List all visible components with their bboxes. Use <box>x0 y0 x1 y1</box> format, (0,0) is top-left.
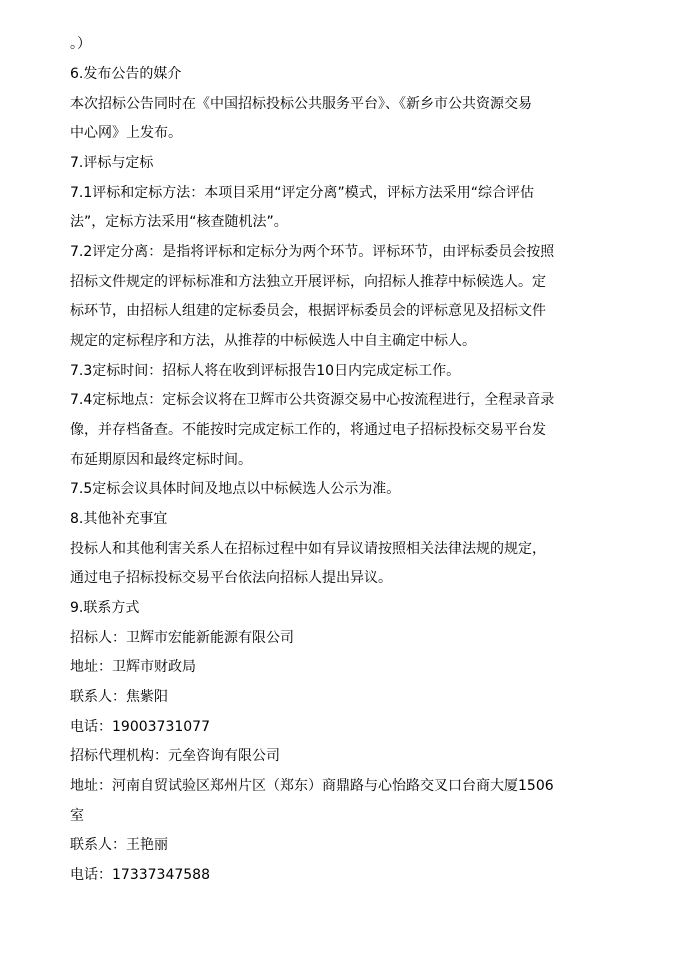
text-line: 通过电子招标投标交易平台依法向招标人提出异议。 <box>70 570 392 586</box>
text-line: 布延期原因和最终定标时间。 <box>70 452 252 468</box>
contact-tenderer: 招标人：卫辉市宏能新能源有限公司 <box>70 630 294 646</box>
text-line: 中心网》上发布。 <box>70 125 182 141</box>
text-line: 招标文件规定的评标标准和方法独立开展评标，向招标人推荐中标候选人。定 <box>70 274 546 290</box>
text-line: 7.3定标时间：招标人将在收到评标报告10日内完成定标工作。 <box>70 363 461 379</box>
text-line: 像，并存档备查。不能按时完成定标工作的，将通过电子招标投标交易平台发 <box>70 422 546 438</box>
contact-phone: 电话：19003731077 <box>70 719 210 735</box>
text-line: 7.2评定分离：是指将评标和定标分为两个环节。评标环节，由评标委员会按照 <box>70 244 555 260</box>
text-line: 规定的定标程序和方法，从推荐的中标候选人中自主确定中标人。 <box>70 333 476 349</box>
text-line: 本次招标公告同时在《中国招标投标公共服务平台》、《新乡市公共资源交易 <box>70 96 532 112</box>
text-line: 7.1评标和定标方法：本项目采用“评定分离”模式，评标方法采用“综合评估 <box>70 185 535 201</box>
text-line: 。） <box>70 36 91 52</box>
section-heading-evaluation: 7.评标与定标 <box>70 155 154 171</box>
text-line: 7.4定标地点：定标会议将在卫辉市公共资源交易中心按流程进行，全程录音录 <box>70 392 555 408</box>
text-line: 7.5定标会议具体时间及地点以中标候选人公示为准。 <box>70 481 401 497</box>
contact-agency-person: 联系人：王艳丽 <box>70 837 168 853</box>
text-line: 标环节，由招标人组建的定标委员会，根据评标委员会的评标意见及招标文件 <box>70 303 546 319</box>
section-heading-other: 8.其他补充事宜 <box>70 511 168 527</box>
contact-agency-address: 地址：河南自贸试验区郑州片区（郑东）商鼎路与心怡路交叉口台商大厦1506 <box>70 778 554 794</box>
text-line: 投标人和其他利害关系人在招标过程中如有异议请按照相关法律法规的规定， <box>70 541 546 557</box>
section-heading-contact: 9.联系方式 <box>70 600 140 616</box>
section-heading-media: 6.发布公告的媒介 <box>70 66 182 82</box>
contact-agency: 招标代理机构：元垒咨询有限公司 <box>70 748 280 764</box>
contact-agency-address-cont: 室 <box>70 808 84 824</box>
contact-agency-phone: 电话：17337347588 <box>70 867 210 883</box>
contact-address: 地址：卫辉市财政局 <box>70 659 196 675</box>
text-line: 法”，定标方法采用“核查随机法”。 <box>70 214 288 230</box>
contact-person: 联系人：焦紫阳 <box>70 689 168 705</box>
